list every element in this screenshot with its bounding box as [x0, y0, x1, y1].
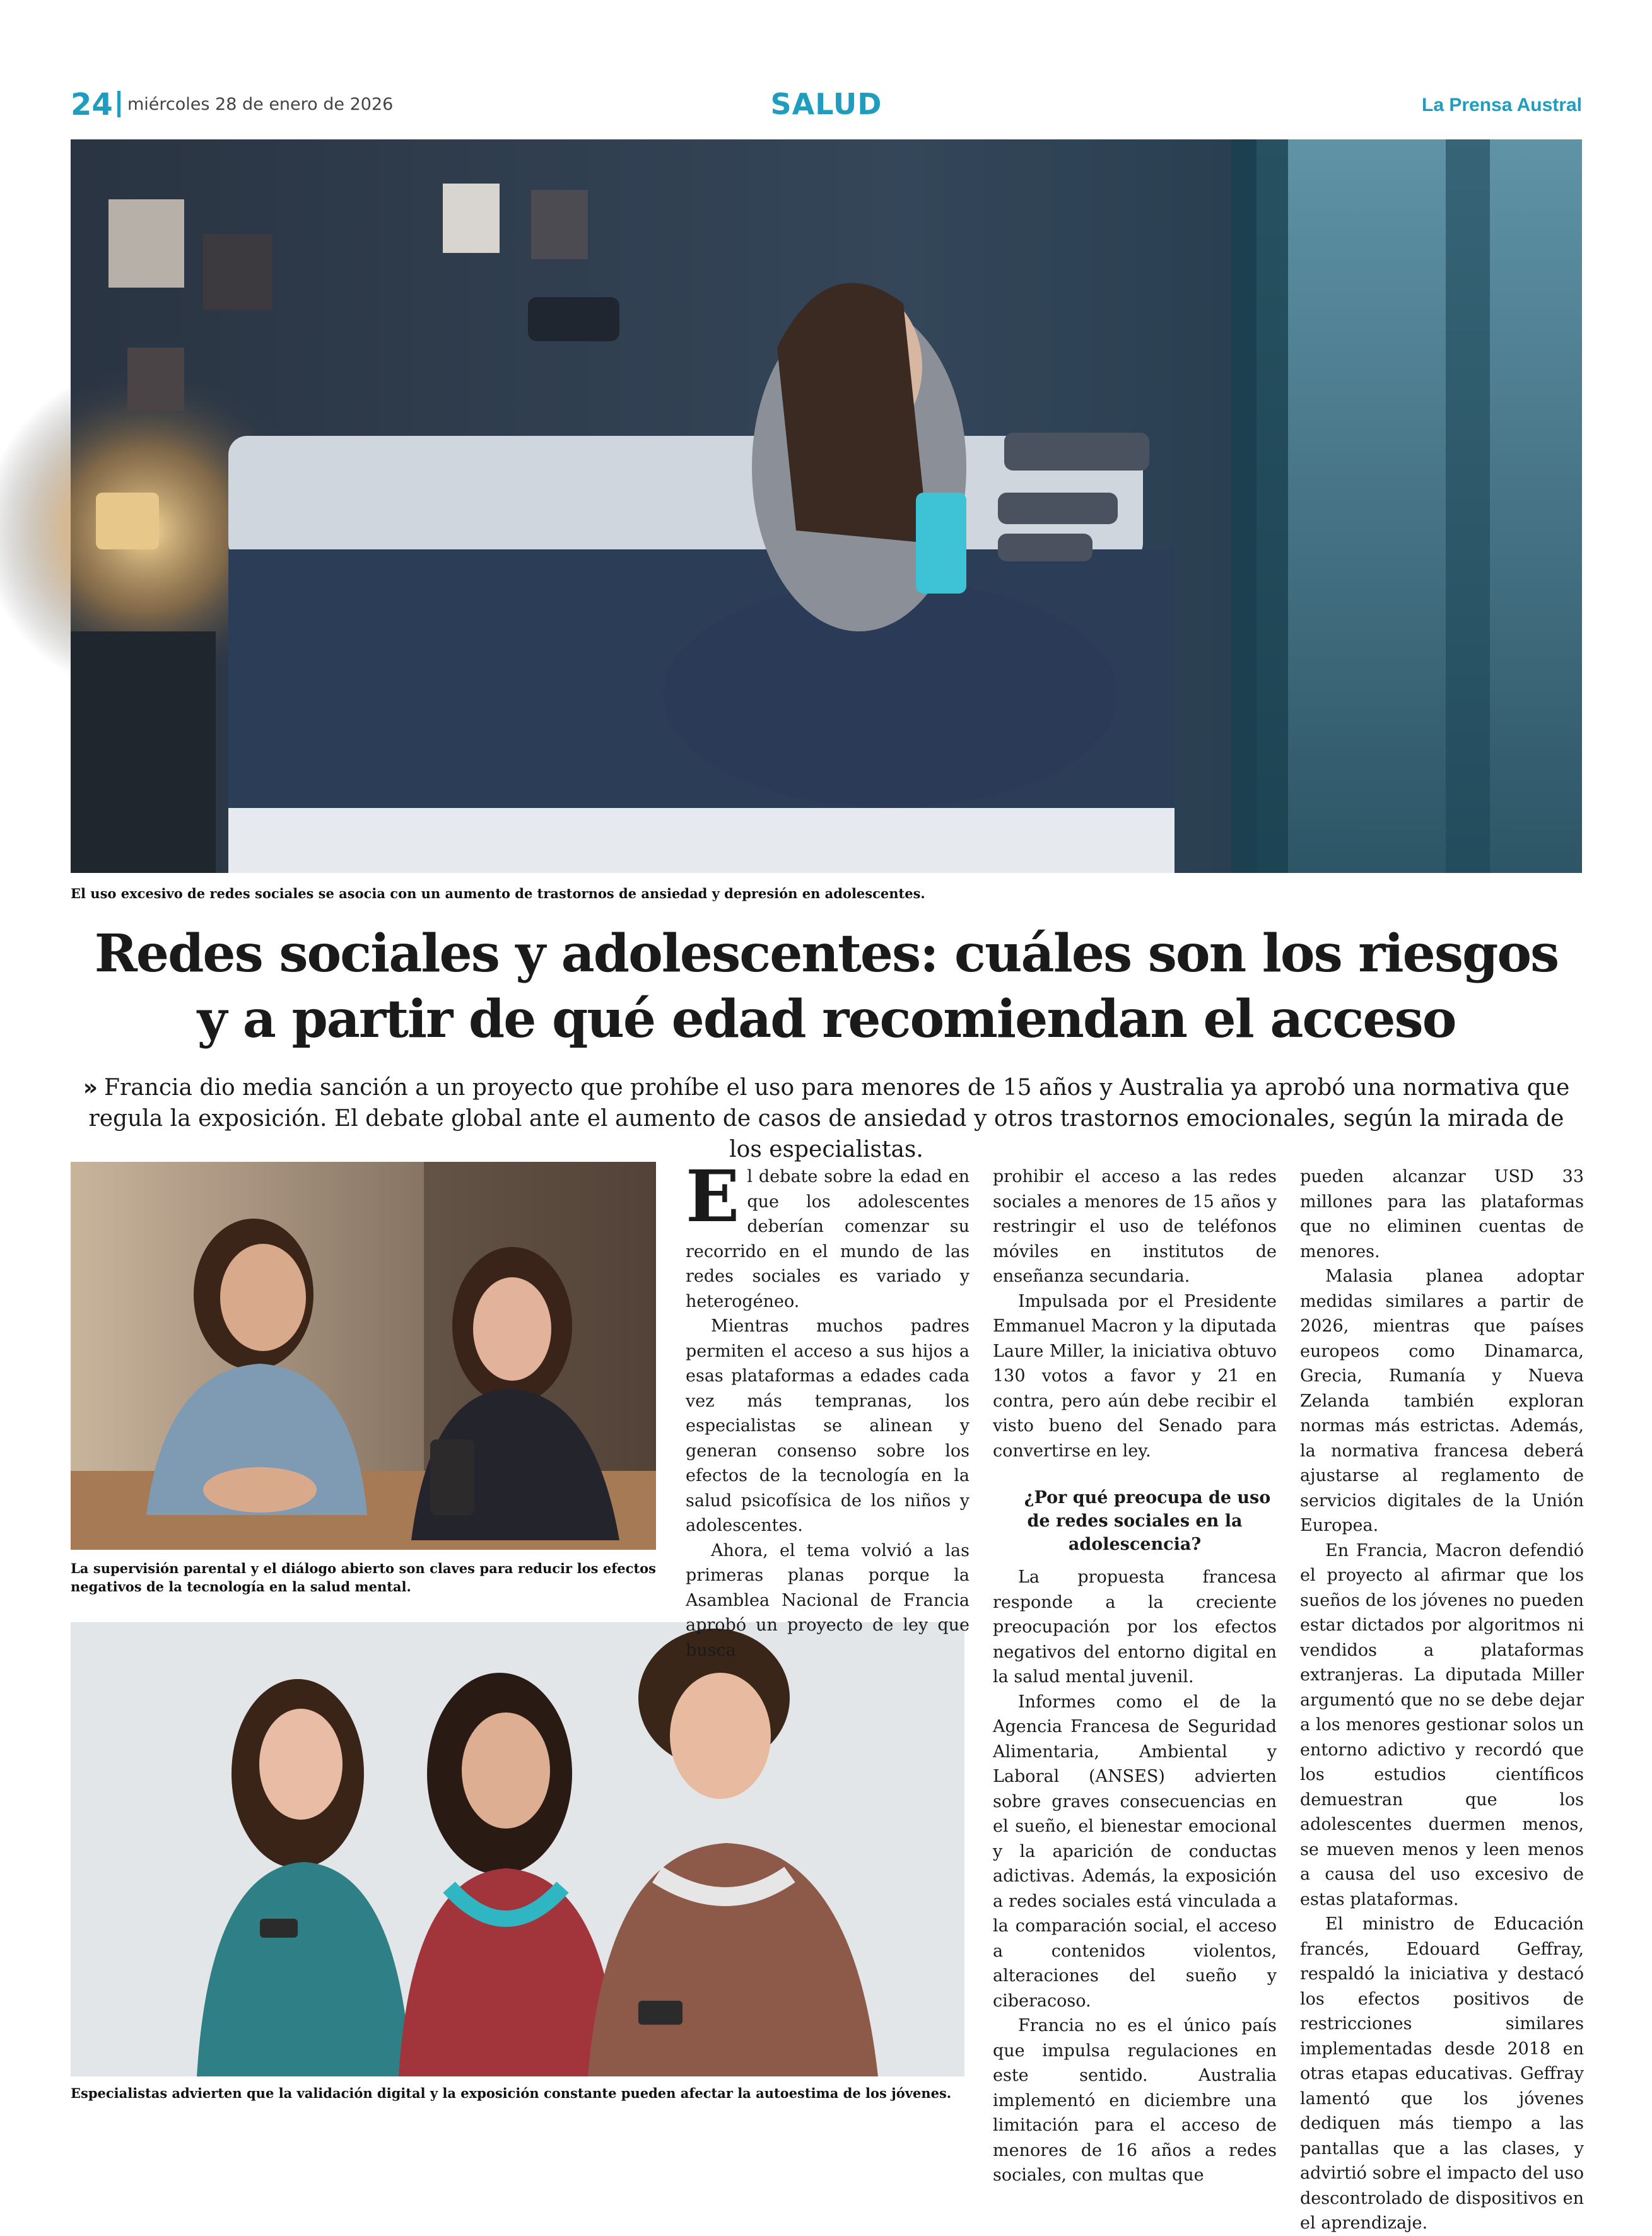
article-column-2 [993, 1164, 1277, 2188]
page-number-divider [117, 91, 120, 117]
article-paragraph: Francia no es el único país que impulsa regulaciones en este sentido. Australia implementó en diciembre una limitación para el acceso de menores de 16 años a redes sociales, con multas que [993, 2016, 1277, 2185]
article-paragraph: l debate sobre la edad en que los adolescentes deberían comenzar su recorrido en el mundo de las redes sociales es variado y heterogéneo. [686, 1167, 970, 1311]
parent-supervision-photo [71, 1162, 656, 1550]
article-subhead: ¿Por qué preocupa de uso de redes sociales en la adolescencia? [1024, 1488, 1271, 1554]
teens-phones-photo [71, 1622, 964, 2076]
publication-name: La Prensa Austral [1422, 95, 1582, 115]
hero-caption: El uso excesivo de redes sociales se asocia con un aumento de trastornos de ansiedad y depresión en adolescentes. [71, 886, 925, 901]
chevron-right-icon: » [83, 1075, 98, 1101]
article-headline [71, 921, 1582, 1052]
article-paragraph: Ahora, el tema volvió a las primeras planas porque la Asamblea Nacional de Francia aprobó un proyecto de ley que busca [686, 1540, 970, 1660]
article-paragraph: pueden alcanzar USD 33 millones para las plataformas que no eliminen cuentas de menores. [1300, 1167, 1584, 1261]
article-column-3 [1300, 1164, 1584, 2236]
teens-photo-caption: Especialistas advierten que la validación digital y la exposición constante pueden afectar la autoestima de los jóvenes. [71, 2085, 952, 2101]
page-header [71, 87, 1582, 126]
article-paragraph: Impulsada por el Presidente Emmanuel Macron y la diputada Laure Miller, la iniciativa obtuvo 130 votos a favor y 21 en contra, pero aún debe recibir el visto bueno del Senado para convertirse en ley. [993, 1291, 1277, 1461]
article-lead [71, 1072, 1582, 1165]
headline-line-1: Redes sociales y adolescentes: cuáles son los riesgos [94, 923, 1559, 984]
article-paragraph: prohibir el acceso a las redes sociales a menores de 15 años y restringir el uso de teléfonos móviles en institutos de enseñanza secundaria. [993, 1167, 1277, 1286]
drop-cap: E [686, 1156, 740, 1238]
article-paragraph: La propuesta francesa responde a la creciente preocupación por los efectos negativos del entorno digital en la salud mental juvenil. [993, 1567, 1277, 1687]
section-title: SALUD [770, 87, 882, 121]
headline-line-2: y a partir de qué edad recomiendan el acceso [197, 989, 1456, 1050]
hero-photo [71, 139, 1582, 873]
article-paragraph: El ministro de Educación francés, Edouard Geffray, respaldó la iniciativa y destacó los efectos positivos de restricciones similares implementadas desde 2018 en otras etapas educativas. Geffray lamentó que los jóvenes dediquen más tiempo a las pantallas que a las clases, y advirtió sobre el impacto del uso descontrolado de dispositivos en el aprendizaje. [1300, 1914, 1584, 2233]
article-paragraph: Malasia planea adoptar medidas similares a partir de 2026, mientras que países europeos como Dinamarca, Grecia, Rumanía y Nueva Zelanda también exploran normas más estrictas. Además, la normativa francesa deberá ajustarse al reglamento de servicios digitales de la Unión Europea. [1300, 1267, 1584, 1535]
issue-date: miércoles 28 de enero de 2026 [127, 95, 394, 114]
parent-supervision-caption: La supervisión parental y el diálogo abierto son claves para reducir los efectos negativos de la tecnología en la salud mental. [71, 1560, 656, 1595]
article-paragraph: En Francia, Macron defendió el proyecto al afirmar que los sueños de los jóvenes no pueden estar dictados por algoritmos ni vendidos a plataformas extranjeras. La diputada Miller argumentó que no se debe dejar a los menores gestionar solos un entorno adictivo y recordó que los estudios científicos demuestran que los adolescentes duermen menos, se mueven menos y leen menos a causa del uso excesivo de estas plataformas. [1300, 1540, 1584, 1909]
article-paragraph: Mientras muchos padres permiten el acceso a sus hijos a esas plataformas a edades cada vez más tempranas, los especialistas se alinean y generan consenso sobre los efectos de la tecnología en la salud psicofísica de los niños y adolescentes. [686, 1316, 970, 1535]
article-column-1 [686, 1156, 970, 1663]
page-number: 24 [71, 87, 113, 122]
article-paragraph: Informes como el de la Agencia Francesa de Seguridad Alimentaria, Ambiental y Laboral (ANSES) advierten sobre graves consecuencias en el sueño, el bienestar emocional y la aparición de conductas adictivas. Además, la exposición a redes sociales está vinculada a la comparación social, el acceso a contenidos violentos, alteraciones del sueño y ciberacoso. [993, 1692, 1277, 2011]
lead-text: Francia dio media sanción a un proyecto que prohíbe el uso para menores de 15 años y Australia ya aprobó una normativa que regula la exposición. El debate global ante el aumento de casos de ansiedad y otros trastornos emocionales, según la mirada de los especialistas. [88, 1075, 1570, 1162]
